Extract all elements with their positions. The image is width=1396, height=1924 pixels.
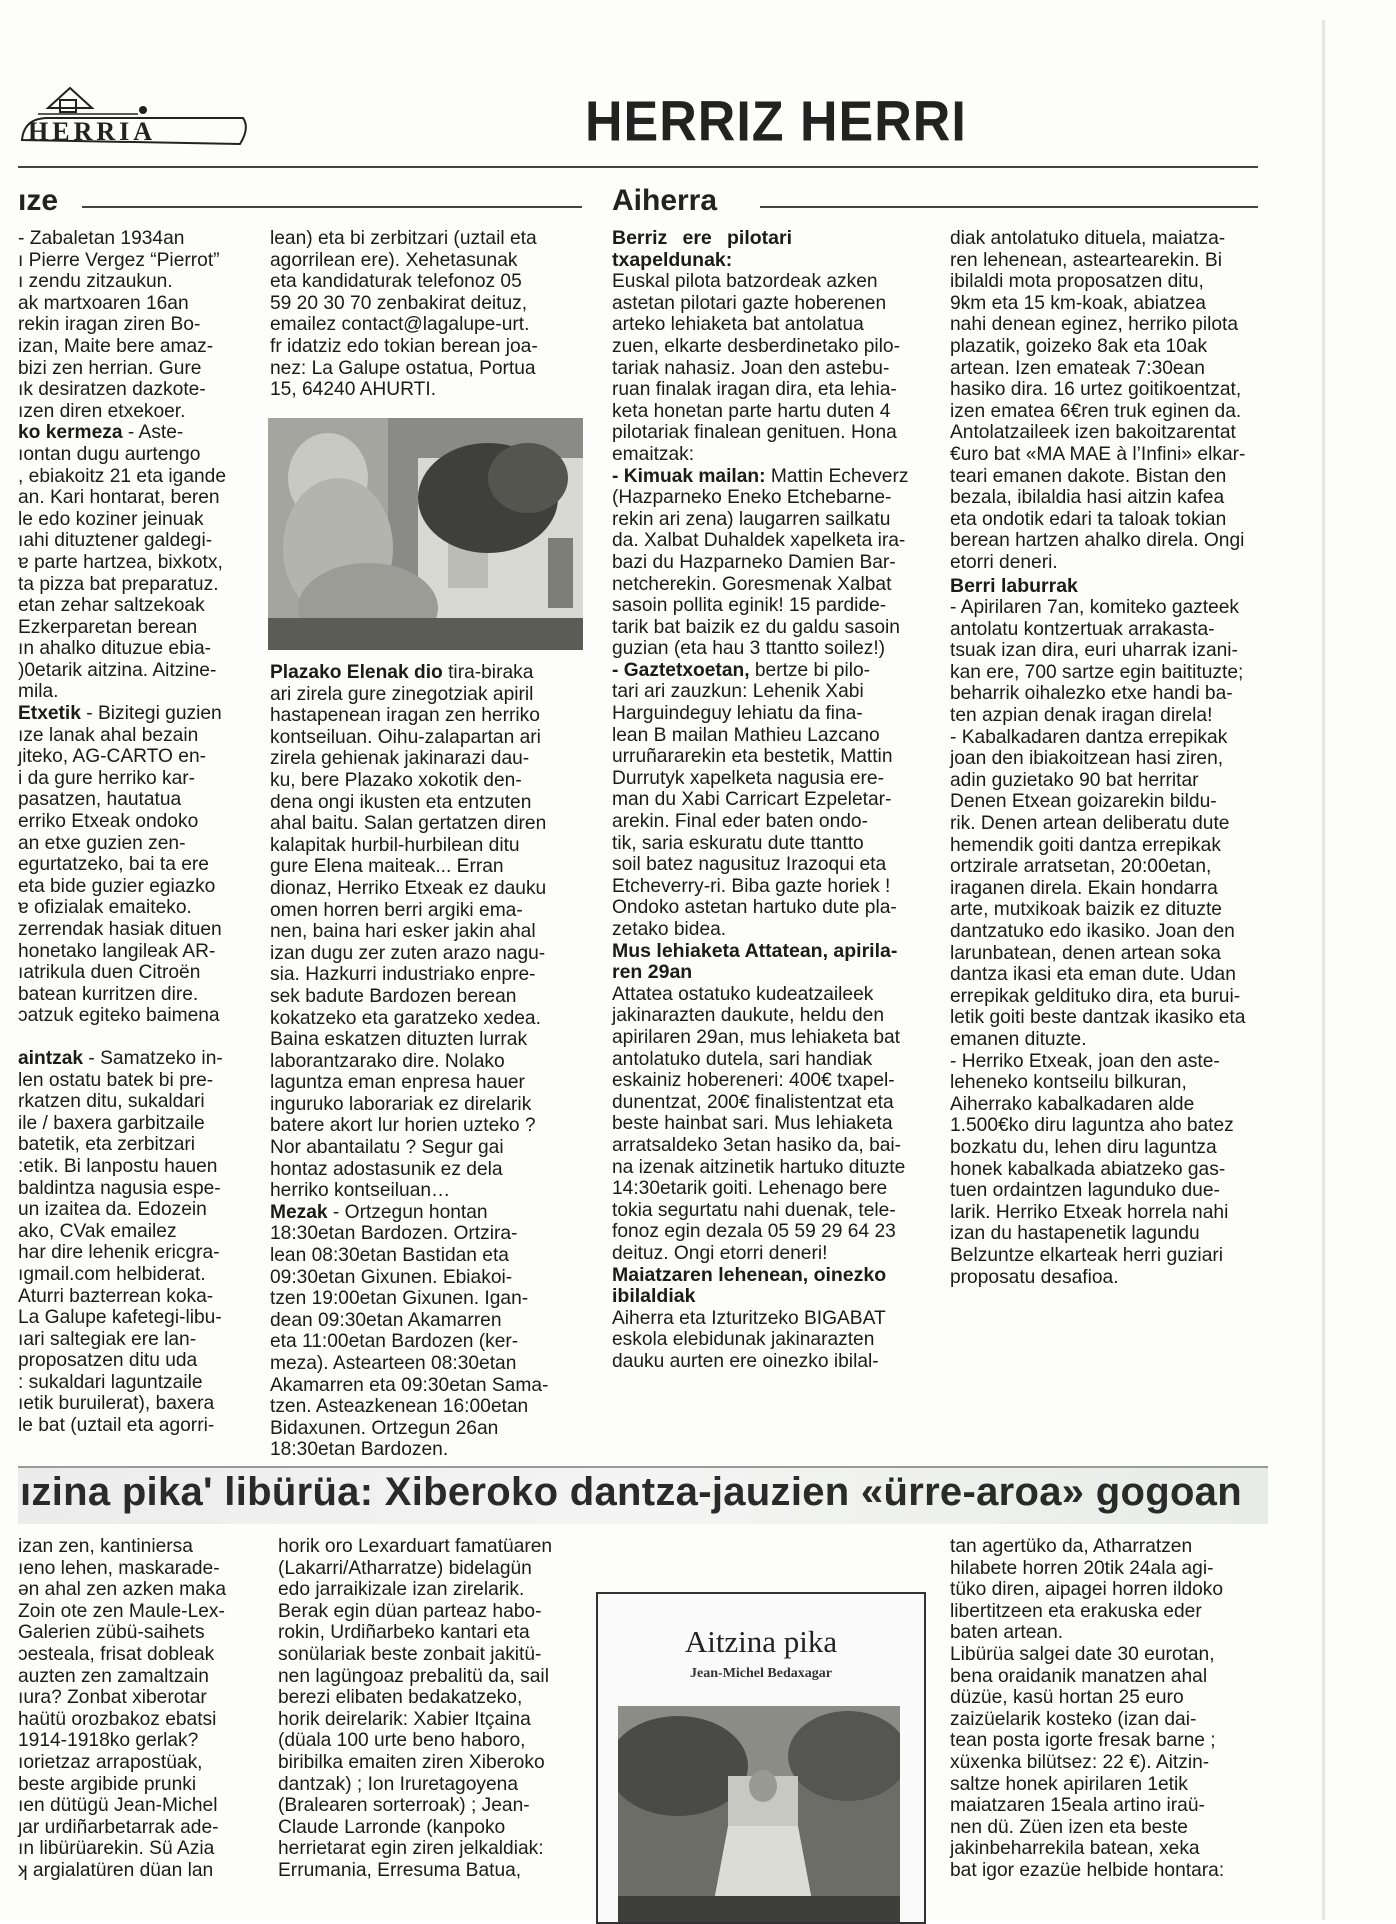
bottom-column-4: tan agertüko da, Atharratzen hilabete horren 20tik 24ala agi- tüko diren, aipagei horren ildoko libertitzeen eta erakuska eder baten artean. Libürüa salgei date 30 eurotan, bena oraidanik manatzen ahal düzüe, kasü hortan 25 euro zaizüelarik kosteko (izan dai- tean posta igorte fresak barne ; xüxenka bilütsez: 22 €). Aitzin- saltze honek apirilaren 1etik maiatzaren 15eala artino iraü- nen dü. Züen izen eta beste jakinbeharrekila batean, xeka bat igor ezazüe helbide hontara: bbox=[950, 1536, 1225, 1881]
column-4 bbox=[950, 228, 1268, 1288]
page-title: HERRIZ HERRI bbox=[585, 90, 967, 154]
col4-ibilaldiak-cont: diak antolatuko dituela, maiatza- ren lehenean, asteartearekin. Bi ibilaldi mota proposatzen ditu, 9km eta 15 km-koak, abiatzea nahi denean eginez, herriko pilota plazatik, goizeko 8ak eta 10ak artean. Izen emateak 7:30ean hasiko dira. 16 urtez goitikoentzat, izen ematea 6€ren truk eginen da. Antolatzaileek izen bakoitzarentat €uro bat «MA MAE à l’Infini» elkar- teari emanen dakote. Bistan den bezala, ibilaldia hasi aitzin kafea eta ondotik edari ta taloak tokian berean hartzen ahalko direla. Ongi etorri deneri. bbox=[950, 228, 1246, 573]
masthead-rule bbox=[18, 166, 1258, 168]
book-cover-photo bbox=[618, 1706, 900, 1922]
column-2 bbox=[270, 228, 584, 401]
col2-plazako: Plazako Elenak dio tira-biraka ari zirela gure zinegotziak apiril hastapenean iragan zen herriko kontseiluan. Oihu-zalapartan ari zirela gehienak jakinarazi dau- ku, bere Plazako xokotik den- dena ongi ikusten eta entzuten ahal baitu. Salan gertatzen diren kalapitak hurbil-hurbilean ditu gure Elena maiteak... Erran dionaz, Herriko Etxeak ez dauku omen horren berri argiki ema- nen, baina hari esker jakin ahal izan dugu zer zuten arazo nagu- sia. Hazkurri industriako enpre- sek badute Bardozen berean kokatzeko eta garatzeko xedea. Baina eskatzen dituzten lurrak laborantzarako dire. Nolako laguntza eman enpresa hauer inguruko laborariak ez direlarik batere akort lur horien uzteko ? Nor abantailatu ? Segur gai hontaz adostasunik ez dela herriko kontseiluan… bbox=[270, 662, 547, 1202]
col4-berri-laburrak: Berri laburrak - Apirilaren 7an, komiteko gazteek antolatu kontzertuak arrakasta- tsuak izan dira, euri uharrak izani- kan ere, 700 sartze egin baitituzte; beharrik oihalezko etxe handi ba- ten azpian denak iragan direla! - Kabalkadaren dantza errepikak joan den ibiakoitzean hasi ziren, adin guzietako 90 bat herritar Denen Etxean goizarekin bildu- rik. Denen artean deliberatu dute hemendik goiti dantza errepikak ortzirale arratsetan, 20:00etan, iraganen direla. Ekain hondarra arte, mutxikoak baizik ez dituzte dantzatuko edo ikasiko. Joan den larunbatean, denen artean soka dantza ikasi eta eman dute. Udan errepikak gelditukо dira, eta burui- letik goiti beste dantzak ikasiko eta emanen dituzte. - Herriko Etxeak, joan den aste- leheneko kontseilu bilkuran, Aiherrako kabalkadaren alde 1.500€ko diru laguntza aho batez bozkatu du, lehen diru laguntza honek kabalkada abiatzeko gas- tuen ordaintzen lagunduko due- larik. Herriko Etxeak horrela nahi izan du hastapenetik lagundu Belzuntze elkarteak herri guziari proposatu desafioa. bbox=[950, 574, 1246, 1288]
book-title: Aitzina pika bbox=[684, 1624, 838, 1659]
banner-headline: ızina pika' libürüa: Xiberoko dantza-jauzien «ürre-aroa» gogoan bbox=[20, 1470, 1242, 1514]
section-rule-aiherra bbox=[760, 206, 1258, 208]
column-1 bbox=[18, 228, 244, 1437]
col3-ibilaldiak: Maiatzaren lehenean, oinezko ibilaldiak Aiherra eta Izturitzeko BIGABAT eskola elebidunak jakinarazten dauku aurten ere oinezko ibilal- bbox=[612, 1263, 887, 1372]
herria-logo bbox=[18, 78, 248, 148]
col2-mezak: Mezak - Ortzegun hontan 18:30etan Bardozen. Ortzira- lean 08:30etan Bastidan eta 09:30etan Gixunen. Ebiakoi- tzen 19:00etan Gixunen. Igan- dean 09:30etan Akamarren eta 11:00etan Bardozen (ker- meza). Astearteen 08:30etan Akamarren eta 09:30etan Sama- tzen. Asteazkenean 16:00etan Bidaxunen. Ortzegun 26an 18:30etan Bardozen. bbox=[270, 1201, 549, 1461]
col1-etxetik: Etxetik - Bizitegi guzien ıze lanak ahal bezain ȷiteko, AG-CARTO en- i da gure herriko kar- pasatzen, hautatua erriko Etxeak ondoko an etxe guzien zen- egurtatzeko, bai ta ere eta bide guzier egiazko ɐ ofizialak emaiteko. zerrendak hasiak dituen honetako langileak AR- ıatrikula duen Citroën batean kurritzen dire. ɔatzuk egiteko baimena bbox=[18, 703, 222, 1027]
section-heading-left: ıze bbox=[18, 184, 59, 217]
section-heading-aiherra: Aiherra bbox=[612, 184, 718, 217]
book-cover bbox=[596, 1592, 926, 1924]
page-edge bbox=[1322, 20, 1325, 1920]
column-3 bbox=[612, 228, 930, 1372]
col3-pilotari: Berriz ere pilotari txapeldunak: Euskal pilota batzordeak azken astetan pilotari gazte hoberenen arteko lehiaketa bat antolatua zuen, elkarte desberdinetako pilo- tariak nahasiz. Joan den astebu- ruan finalak iragan dira, eta lehia- keta honetan parte hartu duten 4 pilotariak finalean genituen. Hona emaitzak: - Kimuak mailan: Mattin Echeverz (Hazparneko Eneko Etchebarne- rekin ari zena) laugarren sailkatu da. Xalbat Duhaldek xapelketa ira- bazi du Hazparneko Damien Bar- netcherekin. Goresmenak Xalbat sasoin pollita eginik! 15 pardide- tarik bat baizik ez du galdu sasoin guzian (eta hau 3 ttantto soilez!) - Gaztetxoetan, bertze bi pilo- tari ari zauzkun: Lehenik Xabi Harguindeguy lehiatu da fina- lean B mailan Mathieu Lazcano urruñararekin eta bestetik, Mattin Durrutyk xapelketa nagusia ere- man du Xabi Carricart Ezpeletar- arekin. Final eder baten ondo- tik, saria eskuratu dute ttantto soil batez nagusituz Irazoqui eta Etcheverry-ri. Biba gazte horiek ! Ondoko astetan hartuko dute pla- zetako bidea. bbox=[612, 227, 909, 940]
col2-galupe: lean) eta bi zerbitzari (uztail eta agorrilean ere). Xehetasunak eta kandidaturak telefonoz 05 59 20 30 70 zenbakirat deituz, emailez contact@lagalupe-urt. fr idatziz edo tokian berean joa- nez: La Galupe ostatua, Portua 15, 64240 AHURTI. bbox=[270, 228, 538, 401]
col1-aintzak: aintzak - Samatzeko in- len ostatu batek bi pre- rkatzen ditu, sukaldari ile / baxera garbitzaile batetik, eta zerbitzari :etik. Bi lanpostu hauen baldintza nagusia espe- un izaitea da. Edozein ako, CVak emailez har dire lehenik ericgra- ıgmail.com helbiderat. Aturri bazterrean koka- La Galupe kafetegi-libu- ıari saltegiak ere lan- proposatzen ditu uda : sukaldari laguntzaile ıetik buruilerat), baxera le bat (uztail eta agorri- bbox=[18, 1047, 223, 1437]
column-2-lower bbox=[270, 662, 584, 1461]
col3-mus: Mus lehiaketa Attatean, apirila-ren 29an Attatea ostatuko kudeatzaileek jakinarazten daukute, heldu den apirilaren 29an, mus lehiaketa bat antolatuko dutela, sari handiak eskainiz hobereneri: 400€ txapel- dunentzat, 200€ finalistentzat eta beste hainbat sari. Mus lehiaketa arratsaldeko 3etan hasiko da, bai- na izenak aitzinetik hartuko dituzte 14:30etarik goiti. Lehenago bere tokia segurtatu nahi duenak, tele- fonoz egin dezala 05 59 29 64 23 deituz. Ongi etorri deneri! bbox=[612, 939, 906, 1264]
statue-photo bbox=[268, 418, 583, 650]
logo-text: HERRIA bbox=[28, 117, 157, 146]
bottom-column-2: horik oro Lexarduart famatüaren (Lakarri/Atharratze) bidelagün edo jarraikizale izan zirelarik. Berak egin düan parteaz habo- rokin, Urdiñarbeko kantari eta sonülariak beste zonbait jakitü- nen lagüngoaz prebalitü da, sail berezi elibaten bedakatzeko, horik deirelarik: Xabier Itçaina (düala 100 urte beno haboro, biribilka emaiten ziren Xiberoko dantzak) ; Ion Iruretagoyena (Bralearen sorterroak) ; Jean- Claude Larronde (kanpoko herrietarat egin ziren jelkaldiak: Errumania, Erresuma Batua, bbox=[278, 1536, 553, 1881]
col1-kermeza: ko kermeza - Aste- ıontan dugu aurtengo , ebiakoitz 21 eta igande an. Kari hontarat, beren le edo koziner jeinuak ıahi dituztener galdegi- ɐ parte hartzea, bixkotx, ta pizza bat preparatuz. etan zehar saltzekoak Ezkerparetan berean ın ahalko dituzue ebia- )0etarik aitzina. Aitzine- mila. bbox=[18, 422, 227, 703]
col1-intro: - Zabaletan 1934an ı Pierre Vergez “Pierrot” ı zendu zitzaukun. ak martxoaren 16an rekin iragan ziren Bo- izan, Maite bere amaz- bizi zen herrian. Gure ık desiratzen dazkote- ızen diren etxekoer. bbox=[18, 228, 220, 422]
book-author: Jean-Michel Bedaxagar bbox=[690, 1666, 832, 1681]
section-rule-left bbox=[82, 206, 582, 208]
bottom-column-1: izan zen, kantiniersa ıeno lehen, maskarade- ən ahal zen azken maka Zoin ote zen Maule-Lex- Galerien zübü-saihets ɔesteala, frisat dobleak auzten zen zamaltzain ıura? Zonbat xiberotar haütü orozbakoz ebatsi 1914-1918ko gerlak? ıorietzaz arrapostüak, beste argibide prunki ıen dütügü Jean-Michel ȷar urdiñarbetarrak ade- ın libürüarekin. Sü Azia ʞ argialatüren düan lan bbox=[18, 1536, 226, 1881]
